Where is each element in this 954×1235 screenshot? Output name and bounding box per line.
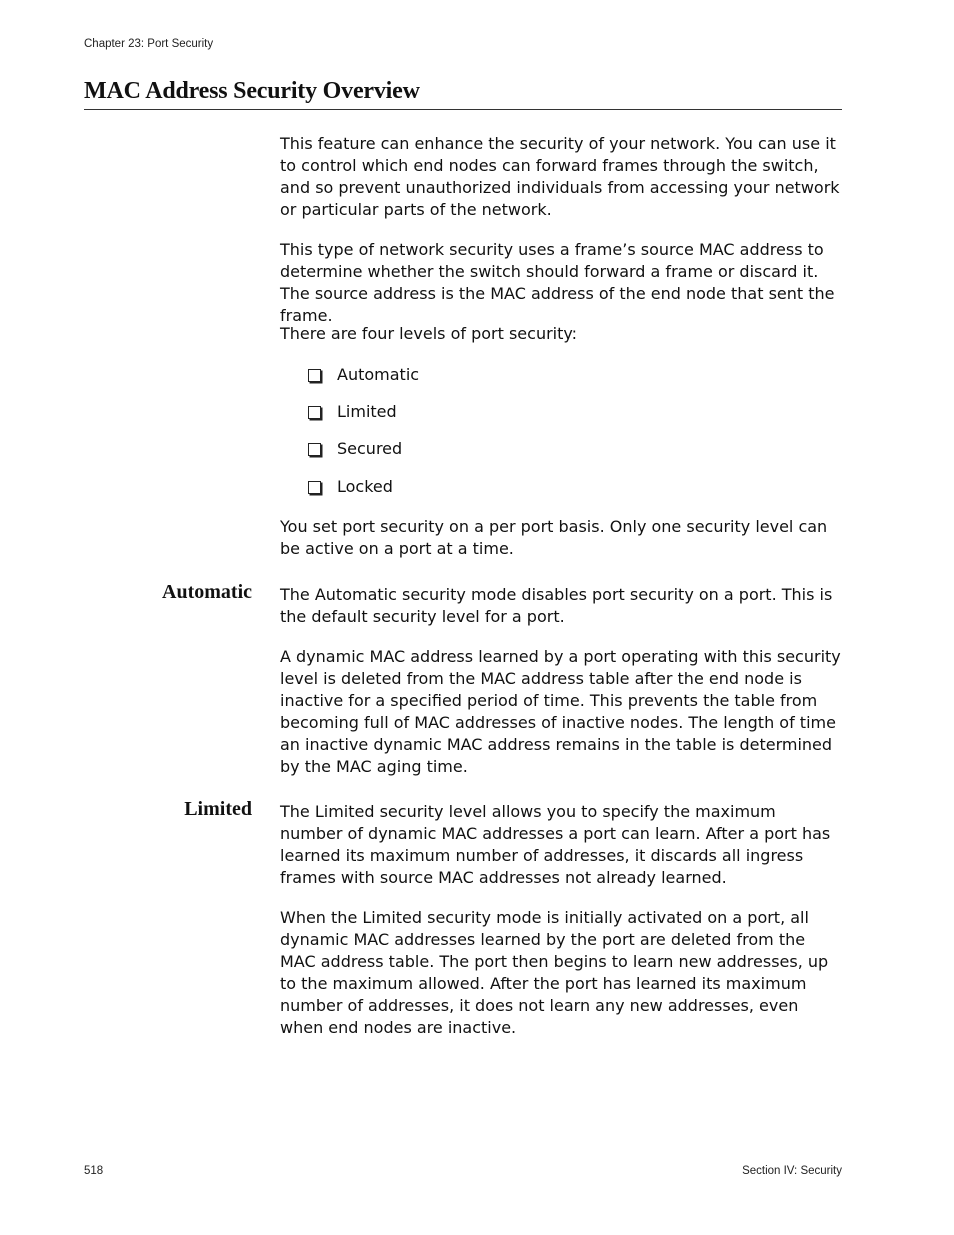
title-rule xyxy=(84,109,842,110)
list-item xyxy=(308,476,393,498)
limited-heading: Limited xyxy=(184,798,252,820)
intro-paragraph-2 xyxy=(280,239,842,327)
intro-paragraph-3 xyxy=(280,323,842,345)
list-item xyxy=(308,401,397,423)
checkbox-bullet-icon xyxy=(308,443,321,456)
footer-section: Section IV: Security xyxy=(742,1165,842,1177)
limited-paragraph-2 xyxy=(280,907,842,1039)
paragraph-text: The Automatic security mode disables port security on a port. This is the default security level for a port. xyxy=(280,585,833,626)
automatic-paragraph-1 xyxy=(280,584,842,628)
running-head: Chapter 23: Port Security xyxy=(84,38,214,50)
list-item xyxy=(308,364,419,386)
checkbox-bullet-icon xyxy=(308,369,321,382)
paragraph-text: When the Limited security mode is initially activated on a port, all dynamic MAC addresses learned by the port are deleted from the MAC address table. The port then begins to learn new addresses, up to the maximum allowed. After the port has learned its maximum number of addresses, it does not learn any new addresses, even when end nodes are inactive. xyxy=(280,908,829,1037)
intro-paragraph-1 xyxy=(280,133,842,221)
checkbox-bullet-icon xyxy=(308,481,321,494)
page-number: 518 xyxy=(84,1165,104,1177)
list-item-label: Locked xyxy=(337,477,393,496)
list-item-label: Limited xyxy=(337,402,397,421)
automatic-heading: Automatic xyxy=(162,581,252,603)
checkbox-bullet-icon xyxy=(308,406,321,419)
list-item xyxy=(308,438,402,460)
paragraph-text: The Limited security level allows you to specify the maximum number of dynamic MAC addresses a port can learn. After a port has learned its maximum number of addresses, it discards all ingress frames with source MAC addresses not already learned. xyxy=(280,802,831,887)
list-item-label: Secured xyxy=(337,439,403,458)
page-title: MAC Address Security Overview xyxy=(84,78,420,104)
paragraph-text: This feature can enhance the security of your network. You can use it to control which end nodes can forward frames through the switch, and so prevent unauthorized individuals from accessing your network or particular parts of the network. xyxy=(280,134,840,219)
paragraph-text: There are four levels of port security: xyxy=(280,324,578,343)
paragraph-text: A dynamic MAC address learned by a port operating with this security level is deleted from the MAC address table after the end node is inactive for a specified period of time. This prevents the table from becoming full of MAC addresses of inactive nodes. The length of time an inactive dynamic MAC address remains in the table is determined by the MAC aging time. xyxy=(280,647,841,776)
list-item-label: Automatic xyxy=(337,365,420,384)
limited-paragraph-1 xyxy=(280,801,842,889)
intro-paragraph-4 xyxy=(280,516,842,560)
automatic-paragraph-2 xyxy=(280,646,842,778)
paragraph-text: This type of network security uses a frame’s source MAC address to determine whether the switch should forward a frame or discard it. The source address is the MAC address of the end node that sent the frame. xyxy=(280,240,835,325)
paragraph-text: You set port security on a per port basis. Only one security level can be active on a port at a time. xyxy=(280,517,828,558)
